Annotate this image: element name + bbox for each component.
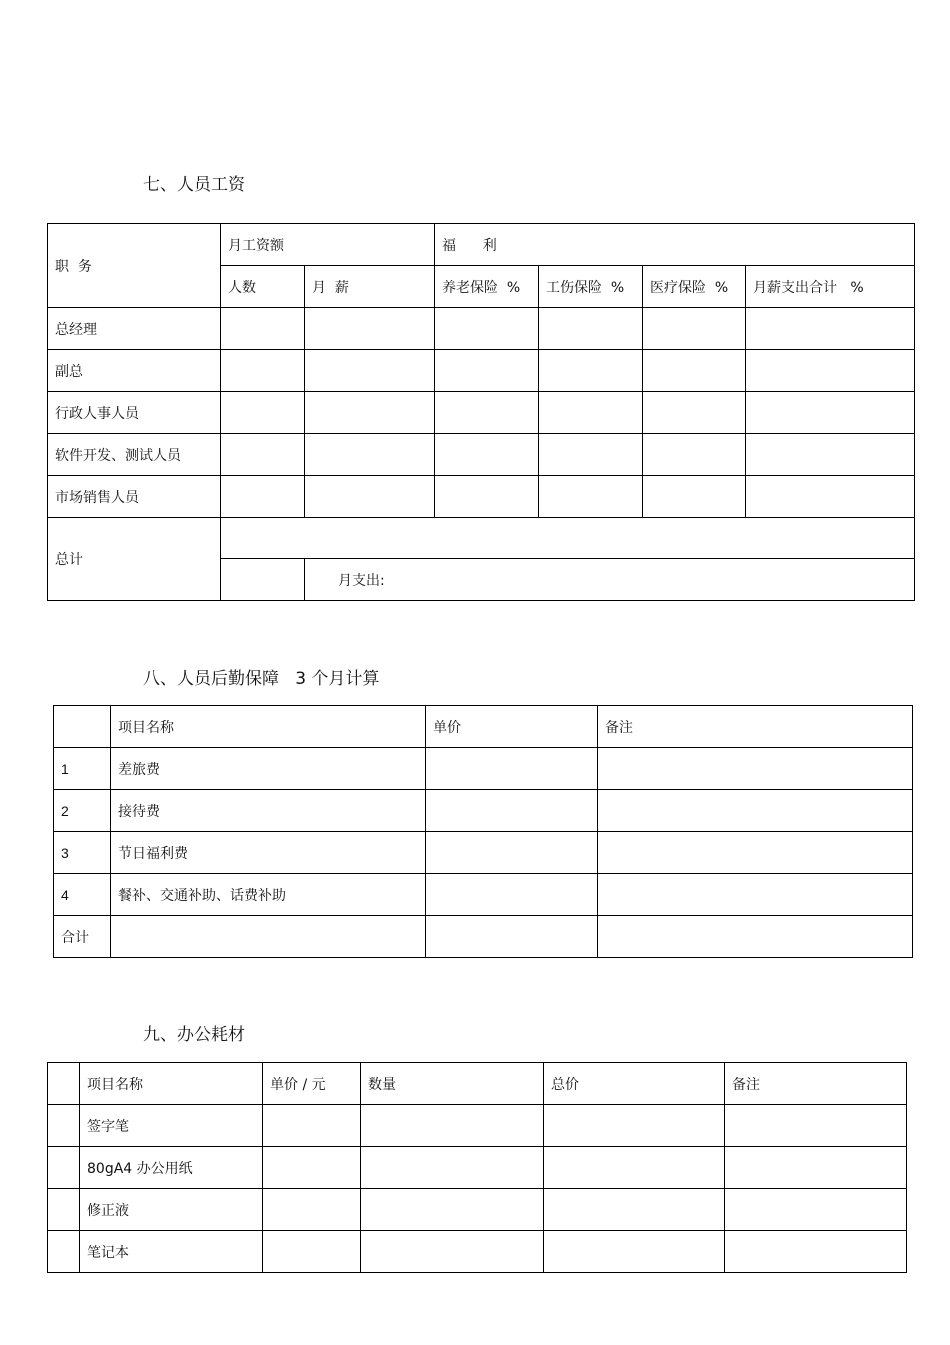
table-row	[48, 1189, 907, 1231]
medical-cell[interactable]	[643, 434, 746, 476]
table-row	[54, 748, 913, 790]
quantity-header: 数量	[361, 1063, 544, 1105]
item-name-header: 项目名称	[80, 1063, 263, 1105]
position-label: 市场销售人员	[48, 476, 221, 518]
index-header	[48, 1063, 80, 1105]
total-price-cell[interactable]	[544, 1105, 725, 1147]
injury-cell[interactable]	[539, 350, 643, 392]
row-number: 1	[54, 748, 111, 790]
pension-cell[interactable]	[435, 350, 539, 392]
medical-cell[interactable]	[643, 392, 746, 434]
index-cell	[48, 1231, 80, 1273]
table-row	[48, 1105, 907, 1147]
item-name: 餐补、交通补助、话费补助	[111, 874, 426, 916]
total-label: 合计	[54, 916, 111, 958]
remarks-cell[interactable]	[725, 1105, 907, 1147]
unit-price-cell[interactable]	[263, 1147, 361, 1189]
quantity-cell[interactable]	[361, 1189, 544, 1231]
table-row	[48, 350, 915, 392]
welfare-header: 福 利	[435, 224, 915, 266]
section9-heading: 九、办公耗材	[143, 1025, 245, 1045]
row-number: 2	[54, 790, 111, 832]
table-row	[54, 790, 913, 832]
remarks-cell[interactable]	[598, 832, 913, 874]
table-row	[48, 308, 915, 350]
count-cell[interactable]	[221, 434, 305, 476]
logistics-table	[53, 705, 913, 958]
total-price-cell[interactable]	[544, 1231, 725, 1273]
index-cell	[48, 1147, 80, 1189]
item-name: 修正液	[80, 1189, 263, 1231]
total-price-cell[interactable]	[544, 1147, 725, 1189]
remarks-header: 备注	[725, 1063, 907, 1105]
quantity-cell[interactable]	[361, 1147, 544, 1189]
unit-price-cell[interactable]	[426, 874, 598, 916]
total-summary-cell[interactable]	[221, 518, 915, 559]
item-name: 接待费	[111, 790, 426, 832]
injury-cell[interactable]	[539, 476, 643, 518]
position-label: 总经理	[48, 308, 221, 350]
injury-cell[interactable]	[539, 392, 643, 434]
item-name-cell[interactable]	[111, 916, 426, 958]
remarks-cell[interactable]	[598, 748, 913, 790]
table-row	[48, 476, 915, 518]
remarks-cell[interactable]	[725, 1147, 907, 1189]
total-pay-cell[interactable]	[746, 476, 915, 518]
remarks-header: 备注	[598, 706, 913, 748]
office-supplies-table	[47, 1062, 907, 1273]
total-pay-cell[interactable]	[746, 350, 915, 392]
count-cell[interactable]	[221, 308, 305, 350]
item-name-header: 项目名称	[111, 706, 426, 748]
count-header: 人数	[221, 266, 305, 308]
index-header	[54, 706, 111, 748]
item-name: 差旅费	[111, 748, 426, 790]
total-pay-cell[interactable]	[746, 392, 915, 434]
position-label: 软件开发、测试人员	[48, 434, 221, 476]
remarks-cell[interactable]	[598, 790, 913, 832]
table-row	[54, 874, 913, 916]
unit-price-cell[interactable]	[426, 916, 598, 958]
total-price-header: 总价	[544, 1063, 725, 1105]
medical-cell[interactable]	[643, 350, 746, 392]
salary-table	[47, 223, 915, 601]
salary-cell[interactable]	[305, 434, 435, 476]
table-row	[48, 1147, 907, 1189]
remarks-cell[interactable]	[725, 1189, 907, 1231]
total-price-cell[interactable]	[544, 1189, 725, 1231]
position-label: 行政人事人员	[48, 392, 221, 434]
unit-price-cell[interactable]	[426, 832, 598, 874]
index-cell	[48, 1189, 80, 1231]
item-name: 笔记本	[80, 1231, 263, 1273]
pension-cell[interactable]	[435, 308, 539, 350]
monthly-expense-label: 月支出:	[305, 559, 915, 601]
quantity-cell[interactable]	[361, 1105, 544, 1147]
section7-heading: 七、人员工资	[143, 175, 245, 195]
unit-price-header: 单价 / 元	[263, 1063, 361, 1105]
medical-cell[interactable]	[643, 308, 746, 350]
count-cell[interactable]	[221, 476, 305, 518]
total-pay-cell[interactable]	[746, 434, 915, 476]
injury-header: 工伤保险 %	[539, 266, 643, 308]
position-label: 副总	[48, 350, 221, 392]
index-cell	[48, 1105, 80, 1147]
table-row	[48, 392, 915, 434]
pension-cell[interactable]	[435, 392, 539, 434]
pension-cell[interactable]	[435, 476, 539, 518]
remarks-cell[interactable]	[598, 874, 913, 916]
count-cell[interactable]	[221, 392, 305, 434]
pension-cell[interactable]	[435, 434, 539, 476]
medical-header: 医疗保险 %	[643, 266, 746, 308]
unit-price-cell[interactable]	[426, 790, 598, 832]
unit-price-cell[interactable]	[426, 748, 598, 790]
unit-price-cell[interactable]	[263, 1189, 361, 1231]
medical-cell[interactable]	[643, 476, 746, 518]
unit-price-cell[interactable]	[263, 1105, 361, 1147]
unit-price-cell[interactable]	[263, 1231, 361, 1273]
table-row	[48, 1231, 907, 1273]
remarks-cell[interactable]	[598, 916, 913, 958]
total-pay-cell[interactable]	[746, 308, 915, 350]
monthly-wage-header: 月工资额	[221, 224, 435, 266]
remarks-cell[interactable]	[725, 1231, 907, 1273]
total-label: 总计	[48, 518, 221, 601]
item-name: 节日福利费	[111, 832, 426, 874]
total-count-cell[interactable]	[221, 559, 305, 601]
item-name: 80gA4 办公用纸	[80, 1147, 263, 1189]
item-name: 签字笔	[80, 1105, 263, 1147]
table-row	[48, 434, 915, 476]
injury-cell[interactable]	[539, 308, 643, 350]
row-number: 4	[54, 874, 111, 916]
salary-cell[interactable]	[305, 350, 435, 392]
quantity-cell[interactable]	[361, 1231, 544, 1273]
section8-heading: 八、人员后勤保障 3 个月计算	[143, 669, 380, 689]
total-pay-header: 月薪支出合计 %	[746, 266, 915, 308]
injury-cell[interactable]	[539, 434, 643, 476]
position-header: 职 务	[48, 224, 221, 308]
count-cell[interactable]	[221, 350, 305, 392]
unit-price-header: 单价	[426, 706, 598, 748]
salary-cell[interactable]	[305, 476, 435, 518]
pension-header: 养老保险 %	[435, 266, 539, 308]
row-number: 3	[54, 832, 111, 874]
table-row	[54, 832, 913, 874]
salary-cell[interactable]	[305, 308, 435, 350]
salary-header: 月 薪	[305, 266, 435, 308]
table-row	[54, 916, 913, 958]
salary-cell[interactable]	[305, 392, 435, 434]
